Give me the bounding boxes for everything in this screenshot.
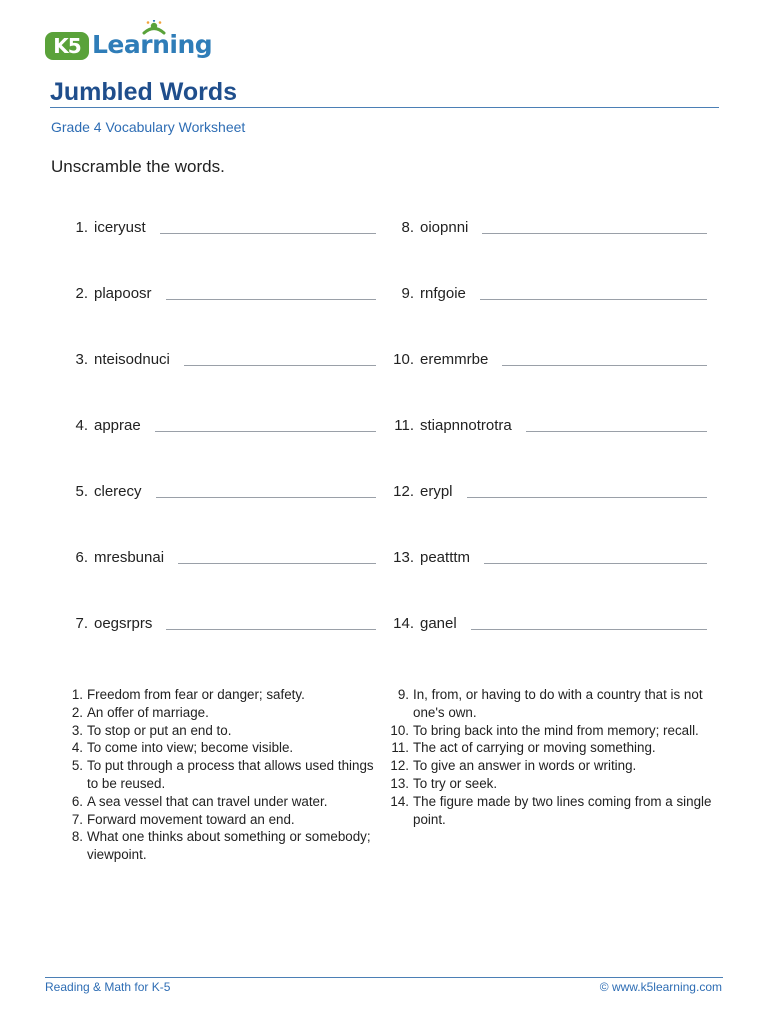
definition-item (390, 722, 715, 740)
jumbled-word: erypl (420, 483, 453, 500)
question-item (392, 344, 707, 368)
definition-text: To come into view; become visible. (87, 740, 294, 756)
definitions-right-column (390, 686, 715, 828)
definition-number: 8. (71, 829, 83, 845)
jumbled-word: oegsrprs (94, 615, 153, 632)
question-number: 10. (393, 351, 414, 368)
answer-line[interactable] (184, 365, 376, 366)
definition-text: Forward movement toward an end. (87, 811, 295, 827)
answer-line[interactable] (160, 233, 376, 234)
jumbled-word: peatttm (420, 549, 471, 566)
footer-tagline: Reading & Math for K-5 (45, 980, 171, 994)
jumbled-word: oiopnni (420, 219, 469, 236)
question-item (66, 212, 376, 236)
answer-line[interactable] (471, 629, 707, 630)
question-item (66, 344, 376, 368)
definition-text: Freedom from fear or danger; safety. (87, 687, 305, 702)
question-item (392, 476, 707, 500)
question-item (66, 278, 376, 302)
question-item (66, 542, 376, 566)
jumbled-word: clerecy (94, 483, 142, 500)
definition-item (390, 793, 715, 829)
definition-item (390, 757, 715, 775)
definition-text: To bring back into the mind from memory; recall. (413, 722, 699, 738)
definition-number: 7. (71, 811, 83, 827)
definition-text: An offer of marriage. (87, 704, 209, 720)
question-number: 14. (393, 615, 414, 632)
answer-line[interactable] (480, 299, 707, 300)
instructions: Unscramble the words. (51, 157, 225, 176)
definition-text: To stop or put an end to. (87, 722, 232, 738)
answer-line[interactable] (166, 299, 376, 300)
question-number: 6. (75, 549, 88, 566)
worksheet-subtitle: Grade 4 Vocabulary Worksheet (51, 119, 246, 135)
definition-item (64, 811, 374, 829)
question-item (392, 608, 707, 632)
page-title: Jumbled Words (50, 78, 238, 106)
question-item (392, 278, 707, 302)
definition-text: The act of carrying or moving something. (413, 740, 656, 756)
definition-number: 12. (390, 758, 409, 774)
jumbled-word: apprae (94, 417, 141, 434)
answer-line[interactable] (155, 431, 376, 432)
logo-figure-icon (139, 20, 169, 42)
definition-number: 10. (390, 722, 409, 738)
answer-line[interactable] (178, 563, 376, 564)
logo-badge: K5 (45, 32, 89, 60)
definition-number: 2. (71, 704, 83, 720)
logo-text: Learning (92, 30, 213, 59)
definitions-left-column (64, 686, 374, 864)
definition-text: A sea vessel that can travel under water. (87, 793, 328, 809)
definition-item (390, 739, 715, 757)
definition-item (64, 686, 374, 704)
definition-number: 5. (71, 758, 83, 774)
question-item (392, 212, 707, 236)
definition-item (64, 757, 374, 793)
question-number: 2. (75, 285, 88, 302)
jumbled-word: eremmrbe (420, 351, 489, 368)
definition-number: 3. (71, 722, 83, 738)
question-item (392, 410, 707, 434)
definition-number: 1. (71, 687, 83, 702)
jumbled-word: stiapnnotrotra (420, 417, 512, 434)
jumbled-word: ganel (420, 615, 457, 632)
jumbled-word: mresbunai (94, 549, 165, 566)
definition-item (64, 722, 374, 740)
question-item (66, 476, 376, 500)
question-number: 7. (75, 615, 88, 632)
question-number: 5. (75, 483, 88, 500)
question-item (66, 608, 376, 632)
question-number: 9. (401, 285, 414, 302)
k5-learning-logo (45, 26, 213, 66)
answer-line[interactable] (526, 431, 707, 432)
definition-item (64, 739, 374, 757)
jumbled-word: nteisodnuci (94, 351, 170, 368)
question-number: 1. (75, 219, 88, 236)
answer-line[interactable] (484, 563, 707, 564)
answer-line[interactable] (482, 233, 707, 234)
question-number: 3. (75, 351, 88, 368)
definition-item (390, 775, 715, 793)
jumbled-word: plapoosr (94, 285, 152, 302)
definition-text: What one thinks about something or somebody; viewpoint. (87, 829, 371, 863)
definition-number: 9. (397, 687, 409, 702)
definition-number: 14. (390, 793, 409, 809)
question-number: 12. (393, 483, 414, 500)
question-number: 4. (75, 417, 88, 434)
question-number: 8. (401, 219, 414, 236)
answer-line[interactable] (166, 629, 376, 630)
footer-website-link[interactable]: © www.k5learning.com (599, 980, 722, 994)
definition-number: 4. (71, 740, 83, 756)
definition-item (64, 828, 374, 864)
footer-divider (45, 977, 723, 978)
answer-line[interactable] (156, 497, 376, 498)
answer-line[interactable] (467, 497, 707, 498)
jumbled-word: iceryust (94, 219, 146, 236)
definition-text: The figure made by two lines coming from a single point. (413, 793, 712, 827)
definition-number: 11. (391, 740, 409, 756)
answer-line[interactable] (502, 365, 707, 366)
definition-item (64, 704, 374, 722)
definition-item (64, 793, 374, 811)
definition-text: In, from, or having to do with a country that is not one's own. (413, 687, 703, 720)
question-number: 11. (394, 417, 414, 434)
question-number: 13. (393, 549, 414, 566)
definition-text: To put through a process that allows used things to be reused. (87, 758, 374, 791)
question-item (392, 542, 707, 566)
definition-text: To give an answer in words or writing. (413, 758, 637, 774)
definition-item (390, 686, 715, 722)
definition-number: 13. (390, 775, 409, 791)
definition-number: 6. (71, 793, 83, 809)
definition-text: To try or seek. (413, 775, 498, 791)
title-divider (50, 107, 719, 108)
jumbled-word: rnfgoie (420, 285, 466, 302)
question-item (66, 410, 376, 434)
